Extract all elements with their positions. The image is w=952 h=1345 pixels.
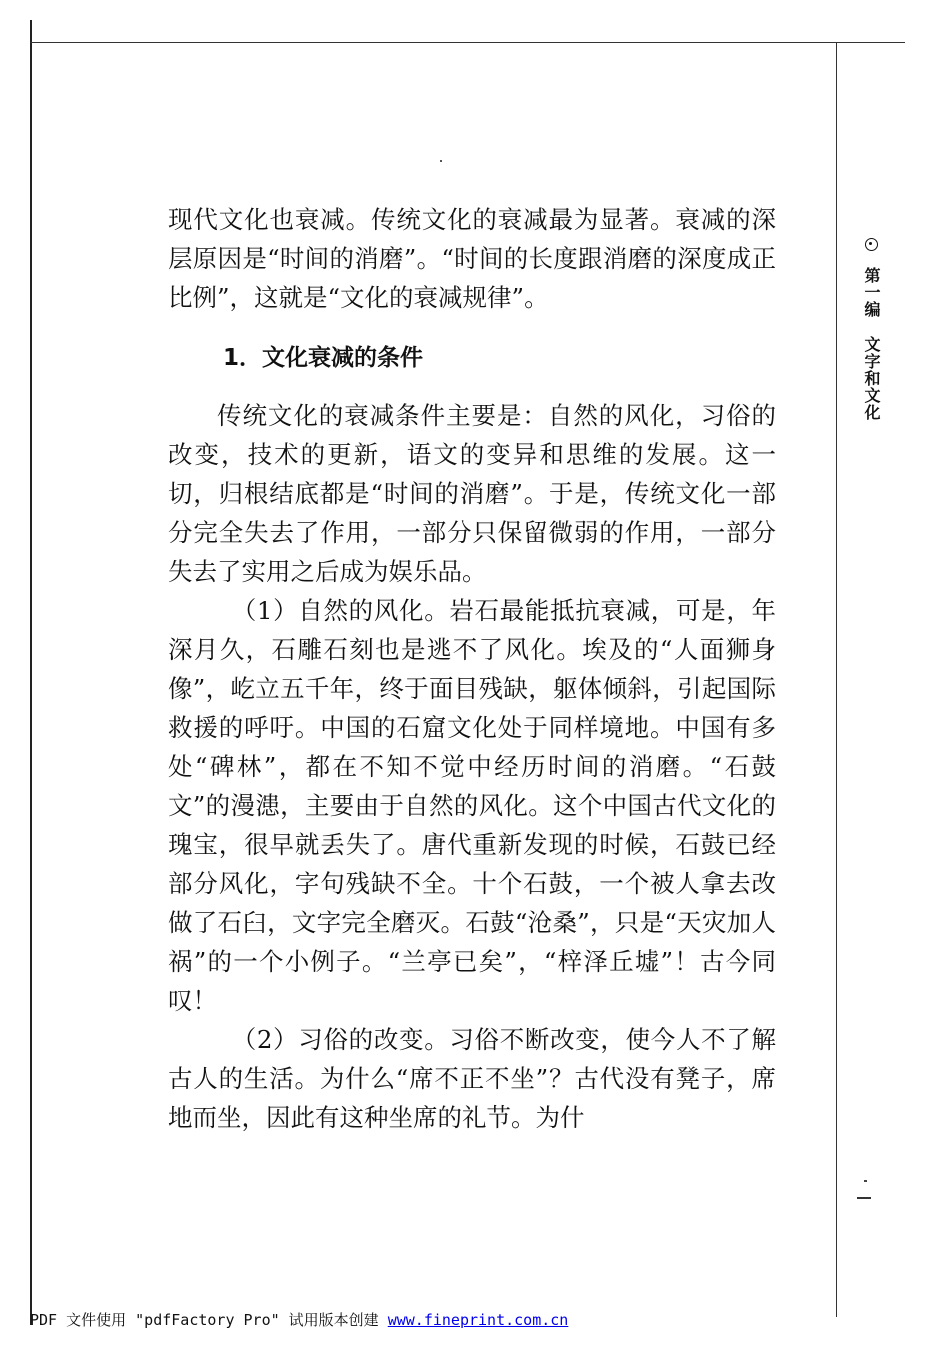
paragraph-3: （1）自然的风化。岩石最能抵抗衰减，可是，年深月久，石雕石刻也是逃不了风化。埃及的“人面狮身像”，屹立五千年，终于面目残缺，躯体倾斜，引起国际救援的呼吁。中国的石窟文化处于同样境地。中国有多处“碑林”，都在不知不觉中经历时间的消磨。“石鼓文”的漫漶，主要由于自然的风化。这个中国古代文化的瑰宝，很早就丢失了。唐代重新发现的时候，石鼓已经部分风化，字句残缺不全。十个石鼓，一个被人拿去改做了石臼，文字完全磨灭。石鼓“沧桑”，只是“天灾加人祸”的一个小例子。“兰亭已矣”，“梓泽丘墟”！古今同叹！ [168, 596, 776, 1015]
footer-link[interactable]: www.fineprint.com.cn [387, 1311, 569, 1329]
sidebar-part-label: 第一编 [862, 267, 881, 318]
scan-speck [440, 160, 442, 162]
paragraph-1: 现代文化也衰减。传统文化的衰减最为显著。衰减的深层原因是“时间的消磨”。“时间的长度跟消磨的深度成正比例”，这就是“文化的衰减规律”。 [168, 205, 776, 312]
left-margin-rule [30, 20, 32, 1325]
sidebar-part-title: 文字和文化 [862, 336, 881, 421]
circle-dot-icon [865, 238, 878, 251]
section-heading: 1．文化衰减的条件 [223, 345, 424, 371]
paragraph-2: 传统文化的衰减条件主要是：自然的风化，习俗的改变，技术的更新，语文的变异和思维的发展。这一切，归根结底都是“时间的消磨”。于是，传统文化一部分完全失去了作用，一部分只保留微弱的作用，一部分失去了实用之后成为娱乐品。 [168, 401, 776, 586]
right-margin-rule [836, 42, 837, 1317]
paragraph-4: （2）习俗的改变。习俗不断改变，使今人不了解古人的生活。为什么“席不正不坐”？古代没有凳子，席地而坐，因此有这种坐席的礼节。为什 [168, 1025, 776, 1132]
margin-tick-dash [857, 1197, 871, 1199]
footer-text: PDF 文件使用 "pdfFactory Pro" 试用版本创建 [30, 1311, 388, 1329]
top-header-rule [30, 42, 905, 43]
margin-tick-dot [864, 1180, 867, 1182]
chapter-sidebar [857, 238, 885, 421]
pdf-footer [30, 1309, 568, 1330]
page-body [168, 200, 776, 1137]
